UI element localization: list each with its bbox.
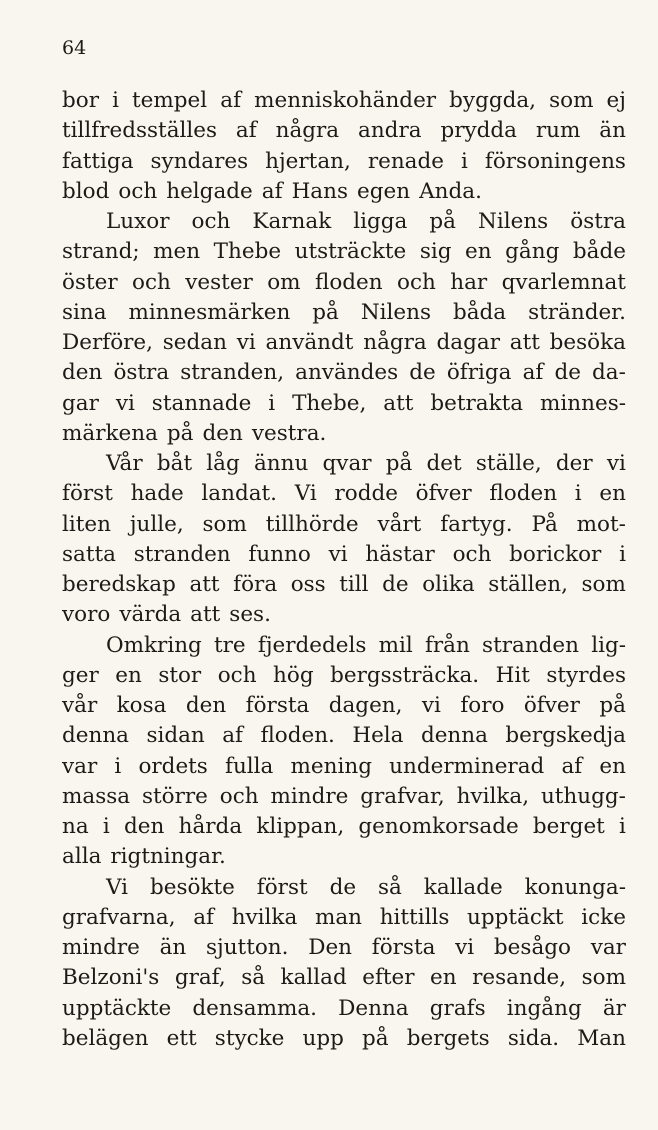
text-line: upptäckte densamma. Denna grafs ingång är — [62, 995, 626, 1021]
text-line: sina minnesmärken på Nilens båda stränder. — [62, 299, 626, 325]
text-line: den östra stranden, användes de öfriga af de da- — [62, 360, 626, 386]
text-line: fattiga syndares hjertan, renade i försoningens — [62, 148, 626, 174]
text-line: mindre än sjutton. Den första vi besågo var — [62, 935, 626, 960]
text-line: belägen ett stycke upp på bergets sida. Man — [62, 1025, 626, 1051]
text-line: alla rigtningar. — [62, 844, 226, 870]
text-line: satta stranden funno vi hästar och borickor i — [62, 541, 626, 567]
text-line: bor i tempel af menniskohänder byggda, som ej — [62, 88, 626, 113]
text-line: märkena på den vestra. — [62, 420, 327, 446]
text-line: ger en stor och hög bergssträcka. Hit styrdes — [62, 662, 626, 688]
text-line: massa större och mindre grafvar, hvilka, uthugg- — [62, 783, 626, 809]
text-line: denna sidan af floden. Hela denna bergskedja — [62, 723, 626, 749]
text-line: Vår båt låg ännu qvar på det ställe, der vi — [106, 451, 626, 476]
text-line: gar vi stannade i Thebe, att betrakta minnes- — [62, 390, 626, 416]
text-line: var i ordets fulla mening underminerad af en — [62, 753, 626, 779]
text-line: beredskap att föra oss till de olika ställen, som — [62, 572, 626, 597]
text-line: Vi besökte först de så kallade konunga- — [106, 874, 626, 900]
text-line: vår kosa den första dagen, vi foro öfver på — [62, 693, 626, 718]
text-line: Omkring tre fjerdedels mil från stranden lig- — [106, 632, 626, 658]
text-line: voro värda att ses. — [62, 602, 271, 628]
text-line: tillfredsställes af några andra prydda rum än — [62, 118, 626, 144]
text-line: liten julle, som tillhörde vårt fartyg. På mot- — [62, 511, 626, 537]
text-line: öster och vester om floden och har qvarlemnat — [62, 269, 626, 295]
text-line: grafvarna, af hvilka man hittills upptäckt icke — [62, 904, 626, 930]
text-line: strand; men Thebe utsträckte sig en gång både — [62, 239, 626, 265]
text-line: na i den hårda klippan, genomkorsade berget i — [62, 814, 626, 839]
text-line: Luxor och Karnak ligga på Nilens östra — [106, 209, 626, 234]
text-line: blod och helgade af Hans egen Anda. — [62, 178, 482, 204]
text-line: Derföre, sedan vi användt några dagar att besöka — [62, 330, 626, 355]
body-text — [62, 86, 626, 1054]
page-number: 64 — [62, 37, 87, 59]
text-line: först hade landat. Vi rodde öfver floden i en — [62, 481, 626, 507]
text-line: Belzoni's graf, så kallad efter en resande, som — [62, 965, 626, 991]
